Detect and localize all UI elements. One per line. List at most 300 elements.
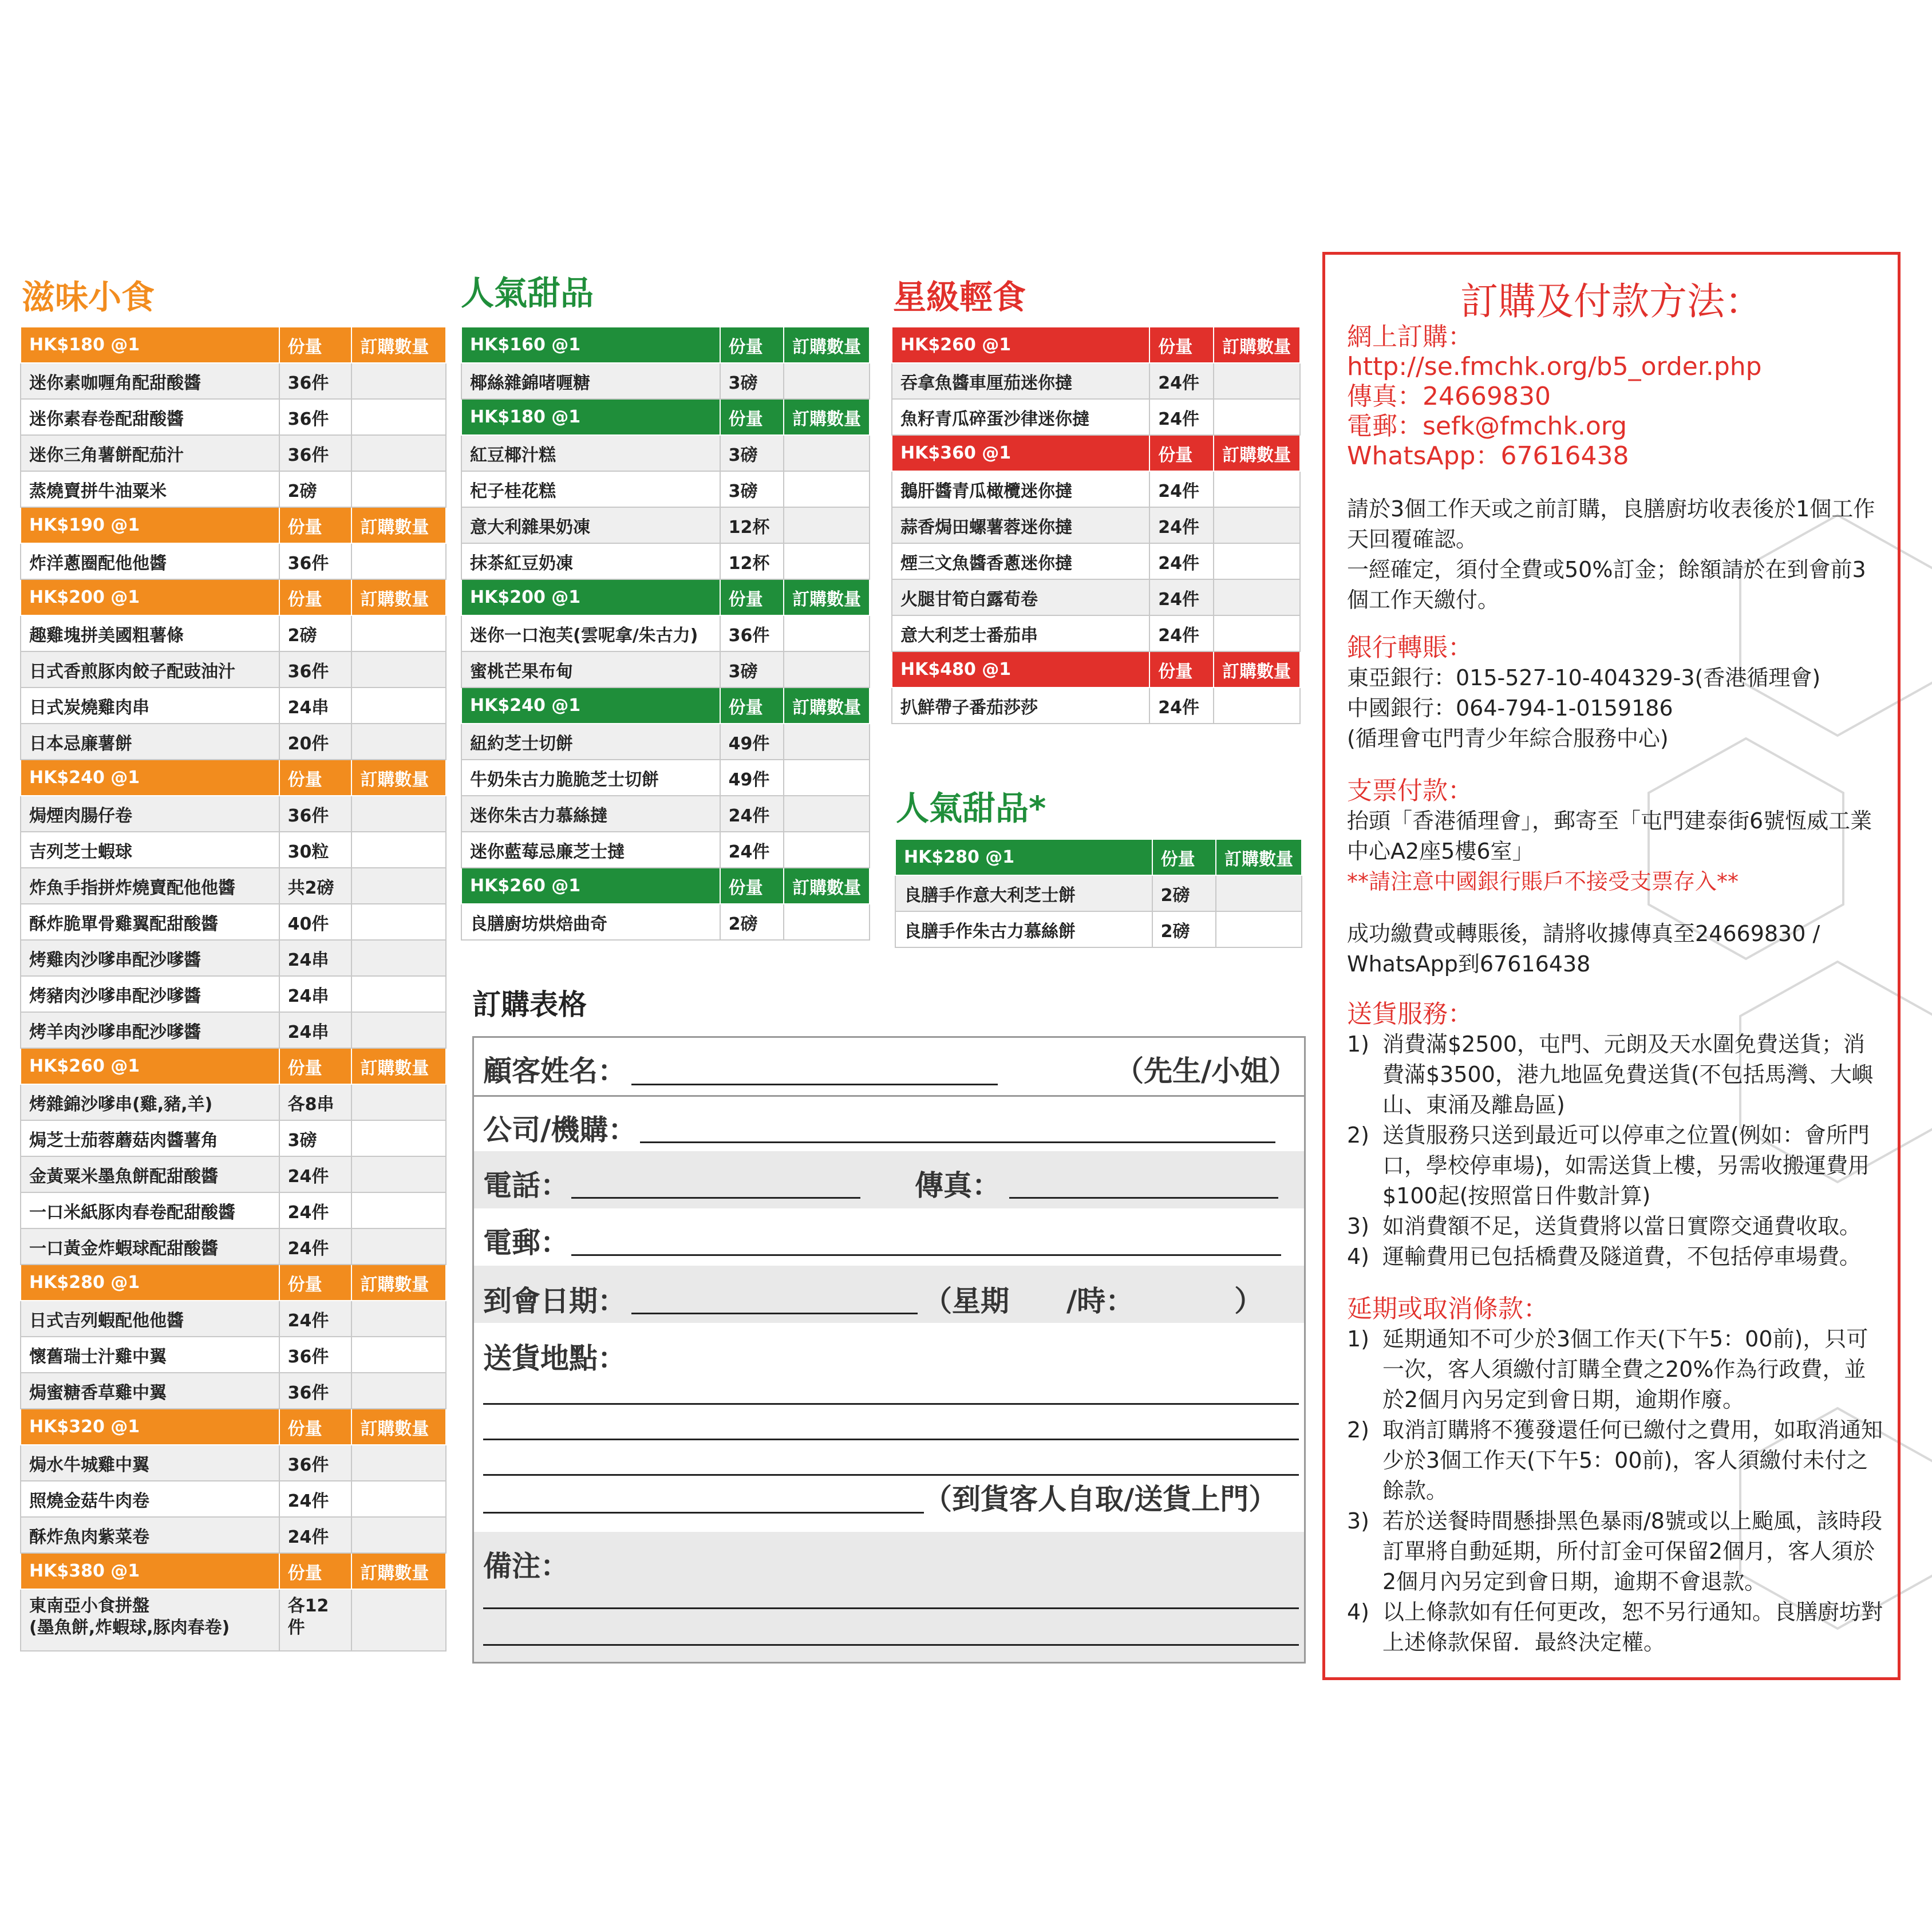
item-text: 運輸費用已包括橋費及隧道費，不包括停車場費。 bbox=[1382, 1244, 1862, 1269]
menu-item-row bbox=[21, 399, 446, 435]
item-name: 良膳廚坊烘焙曲奇 bbox=[461, 904, 720, 940]
qty-column-header: 份量 bbox=[279, 1409, 352, 1445]
qty-column-header: 份量 bbox=[279, 1553, 352, 1589]
menu-item-row bbox=[892, 471, 1300, 507]
item-quantity: 各12件 bbox=[279, 1589, 352, 1651]
order-quantity-input[interactable] bbox=[1214, 363, 1300, 399]
order-column-header: 訂購數量 bbox=[351, 760, 446, 796]
order-quantity-input[interactable] bbox=[351, 1589, 446, 1651]
menu-item-row bbox=[892, 363, 1300, 399]
item-quantity: 24件 bbox=[1149, 399, 1214, 435]
menu-item-row bbox=[461, 507, 870, 543]
price-label: HK$190 @1 bbox=[21, 507, 279, 543]
price-header-row bbox=[461, 868, 870, 904]
notice-text: 請於3個工作天或之前訂購，良膳廚坊收表後於1個工作天回覆確認。 一經確定，須付全費或50%訂金；餘額請於在到會前3個工作天繳付。 bbox=[1347, 496, 1875, 613]
item-name: 迷你一口泡芙(雲呢拿/朱古力) bbox=[461, 615, 720, 651]
item-quantity: 24件 bbox=[279, 1301, 352, 1337]
delivery-list bbox=[1347, 1029, 1885, 1272]
qty-column-header: 份量 bbox=[720, 868, 784, 904]
item-name: 烤雜錦沙嗲串(雞,豬,羊) bbox=[21, 1084, 279, 1120]
order-quantity-input[interactable] bbox=[351, 615, 446, 651]
item-quantity: 36件 bbox=[720, 615, 784, 651]
order-quantity-input[interactable] bbox=[784, 507, 870, 543]
item-quantity: 3磅 bbox=[720, 435, 784, 471]
price-label: HK$260 @1 bbox=[461, 868, 720, 904]
dessert-menu-table bbox=[461, 326, 870, 941]
date-field[interactable] bbox=[631, 1313, 918, 1314]
item-quantity: 24串 bbox=[279, 976, 352, 1012]
item-name: 酥炸魚肉紫菜卷 bbox=[21, 1517, 279, 1553]
terms-list-item bbox=[1347, 1597, 1885, 1658]
order-quantity-input[interactable] bbox=[351, 1012, 446, 1048]
price-label: HK$480 @1 bbox=[892, 651, 1149, 688]
menu-item-row bbox=[21, 1012, 446, 1048]
menu-item-row bbox=[21, 1373, 446, 1409]
qty-column-header: 份量 bbox=[1149, 651, 1214, 688]
item-quantity: 30粒 bbox=[279, 832, 352, 868]
price-header-row bbox=[461, 688, 870, 724]
order-quantity-input[interactable] bbox=[351, 1301, 446, 1337]
fax-field[interactable] bbox=[1009, 1197, 1278, 1199]
item-quantity: 24件 bbox=[1149, 507, 1214, 543]
address-line-1[interactable] bbox=[483, 1403, 1299, 1405]
item-quantity: 24件 bbox=[1149, 615, 1214, 651]
item-quantity: 36件 bbox=[279, 435, 352, 471]
date-label: 到會日期： bbox=[483, 1285, 626, 1318]
item-number: 1) bbox=[1347, 1326, 1370, 1352]
qty-column-header: 份量 bbox=[1149, 435, 1214, 471]
order-quantity-input[interactable] bbox=[1214, 507, 1300, 543]
order-column-header: 訂購數量 bbox=[784, 579, 870, 615]
menu-item-row bbox=[21, 1589, 446, 1651]
price-header-row bbox=[21, 1553, 446, 1589]
item-number: 3) bbox=[1347, 1214, 1370, 1239]
qty-column-header: 份量 bbox=[279, 1048, 352, 1084]
menu-item-row bbox=[21, 1120, 446, 1156]
order-quantity-input[interactable] bbox=[351, 435, 446, 471]
dessert-table bbox=[461, 326, 870, 941]
menu-item-row bbox=[892, 688, 1300, 724]
order-quantity-input[interactable] bbox=[351, 868, 446, 904]
item-quantity: 24件 bbox=[720, 832, 784, 868]
item-name-line: 東南亞小食拼盤 bbox=[29, 1596, 149, 1616]
menu-item-row bbox=[461, 796, 870, 832]
item-name: 焗芝士茄蓉蘑菇肉醬薯角 bbox=[21, 1120, 279, 1156]
order-quantity-input[interactable] bbox=[351, 1373, 446, 1409]
menu-item-row bbox=[21, 976, 446, 1012]
price-label: HK$280 @1 bbox=[21, 1265, 279, 1301]
item-quantity: 24件 bbox=[1149, 688, 1214, 724]
item-quantity: 24件 bbox=[279, 1228, 352, 1265]
online-order-label: 網上訂購： bbox=[1347, 322, 1473, 351]
company-row bbox=[474, 1097, 1304, 1151]
dessert-title: 人氣甜品 bbox=[461, 274, 594, 313]
price-header-row bbox=[892, 435, 1300, 471]
terms-list-item bbox=[1347, 1415, 1885, 1506]
snack-title: 滋味小食 bbox=[22, 278, 155, 317]
order-quantity-input[interactable] bbox=[351, 1228, 446, 1265]
order-form-title: 訂購表格 bbox=[472, 988, 587, 1021]
address-line-4[interactable] bbox=[483, 1512, 924, 1514]
order-quantity-input[interactable] bbox=[784, 760, 870, 796]
qty-column-header: 份量 bbox=[1149, 327, 1214, 363]
order-column-header: 訂購數量 bbox=[784, 688, 870, 724]
qty-column-header: 份量 bbox=[279, 327, 352, 363]
menu-item-row bbox=[21, 471, 446, 507]
menu-item-row bbox=[461, 435, 870, 471]
order-column-header: 訂購數量 bbox=[784, 327, 870, 363]
order-quantity-input[interactable] bbox=[351, 1156, 446, 1192]
item-quantity: 24件 bbox=[1149, 471, 1214, 507]
snack-table bbox=[20, 326, 447, 1652]
item-name: 良膳手作意大利芝士餅 bbox=[895, 875, 1152, 911]
price-header-row bbox=[21, 1265, 446, 1301]
price-header-row bbox=[461, 399, 870, 435]
bank-title: 銀行轉賬： bbox=[1347, 633, 1473, 662]
fax-contact: 傳真：24669830 bbox=[1347, 382, 1551, 411]
order-quantity-input[interactable] bbox=[1216, 911, 1302, 947]
delivery-section bbox=[1347, 999, 1885, 1272]
item-name: 迷你素春卷配甜酸醬 bbox=[21, 399, 279, 435]
item-quantity: 24件 bbox=[279, 1517, 352, 1553]
bank-line-account-name: (循理會屯門青少年綜合服務中心) bbox=[1347, 726, 1669, 751]
bank-line-bea: 東亞銀行：015-527-10-404329-3(香港循理會) bbox=[1347, 665, 1821, 690]
menu-item-row bbox=[21, 1301, 446, 1337]
address-line-2[interactable] bbox=[483, 1439, 1299, 1440]
order-quantity-input[interactable] bbox=[351, 543, 446, 579]
item-quantity: 12杯 bbox=[720, 543, 784, 579]
order-quantity-input[interactable] bbox=[784, 651, 870, 688]
date-row bbox=[474, 1266, 1304, 1323]
qty-column-header: 份量 bbox=[279, 760, 352, 796]
phone-field[interactable] bbox=[571, 1197, 860, 1199]
order-column-header: 訂購數量 bbox=[1214, 327, 1300, 363]
item-name: 金黃粟米墨魚餅配甜酸醬 bbox=[21, 1156, 279, 1192]
cheque-text: 抬頭「香港循理會」，郵寄至「屯門建泰街6號恆威工業中心A2座5樓6室」 bbox=[1347, 808, 1872, 864]
item-name-detail: (墨魚餅,炸蝦球,豚肉春卷) bbox=[29, 1618, 230, 1638]
order-quantity-input[interactable] bbox=[784, 543, 870, 579]
terms-list-item bbox=[1347, 1242, 1885, 1272]
qty-column-header: 份量 bbox=[720, 579, 784, 615]
item-name: 炸洋蔥圈配他他醬 bbox=[21, 543, 279, 579]
item-quantity: 24串 bbox=[279, 688, 352, 724]
item-name: 焗水牛城雞中翼 bbox=[21, 1445, 279, 1481]
menu-item-row bbox=[892, 579, 1300, 615]
price-header-row bbox=[21, 507, 446, 543]
name-suffix: （先生/小姐） bbox=[1115, 1054, 1298, 1088]
price-header-row bbox=[461, 327, 870, 363]
item-name: 蜜桃芒果布甸 bbox=[461, 651, 720, 688]
order-quantity-input[interactable] bbox=[1214, 688, 1300, 724]
menu-item-row bbox=[21, 1337, 446, 1373]
cheque-warning: **請注意中國銀行賬戶不接受支票存入** bbox=[1347, 869, 1739, 894]
receipt-text: 成功繳費或轉賬後，請將收據傳真至24669830 / WhatsApp到67616438 bbox=[1347, 921, 1820, 977]
item-text: 取消訂購將不獲發還任何已繳付之費用，如取消通知少於3個工作天(下午5：00前)，客人須繳付未付之餘款。 bbox=[1382, 1417, 1883, 1503]
order-quantity-input[interactable] bbox=[784, 904, 870, 940]
order-quantity-input[interactable] bbox=[1214, 471, 1300, 507]
item-name: 吉列芝士蝦球 bbox=[21, 832, 279, 868]
item-name: 鵝肝醬青瓜橄欖迷你撻 bbox=[892, 471, 1149, 507]
menu-item-row bbox=[21, 543, 446, 579]
order-column-header: 訂購數量 bbox=[351, 327, 446, 363]
order-quantity-input[interactable] bbox=[1214, 399, 1300, 435]
order-quantity-input[interactable] bbox=[784, 832, 870, 868]
menu-item-row bbox=[21, 940, 446, 976]
order-quantity-input[interactable] bbox=[351, 1445, 446, 1481]
item-quantity: 20件 bbox=[279, 724, 352, 760]
menu-item-row bbox=[461, 471, 870, 507]
item-text: 送貨服務只送到最近可以停車之位置(例如：會所門口，學校停車場)，如需送貨上樓，另需收搬運費用$100起(按照當日件數計算) bbox=[1382, 1123, 1870, 1208]
menu-item-row bbox=[892, 399, 1300, 435]
cheque-title: 支票付款： bbox=[1347, 776, 1473, 805]
menu-item-row bbox=[21, 615, 446, 651]
qty-column-header: 份量 bbox=[720, 688, 784, 724]
order-column-header: 訂購數量 bbox=[351, 1048, 446, 1084]
menu-item-row bbox=[21, 1481, 446, 1517]
order-quantity-input[interactable] bbox=[351, 1517, 446, 1553]
address-suffix: （到貨客人自取/送貨上門） bbox=[923, 1483, 1278, 1516]
menu-item-row bbox=[21, 1192, 446, 1228]
price-header-row bbox=[895, 839, 1302, 875]
menu-item-row bbox=[21, 832, 446, 868]
menu-item-row bbox=[461, 760, 870, 796]
item-quantity: 2磅 bbox=[720, 904, 784, 940]
menu-item-row bbox=[21, 363, 446, 399]
order-quantity-input[interactable] bbox=[784, 724, 870, 760]
order-quantity-input[interactable] bbox=[784, 796, 870, 832]
menu-item-row bbox=[21, 435, 446, 471]
item-name: 迷你素咖喱角配甜酸醬 bbox=[21, 363, 279, 399]
address-line-3[interactable] bbox=[483, 1474, 1299, 1476]
item-quantity: 24件 bbox=[279, 1192, 352, 1228]
dessert2-menu-table bbox=[895, 839, 1302, 948]
remarks-line-1[interactable] bbox=[483, 1607, 1299, 1609]
terms-list-item bbox=[1347, 1506, 1885, 1597]
light-table bbox=[891, 326, 1301, 724]
cheque-section bbox=[1347, 776, 1885, 897]
item-number: 2) bbox=[1347, 1417, 1370, 1443]
item-name: 酥炸脆單骨雞翼配甜酸醬 bbox=[21, 904, 279, 940]
email-contact[interactable]: 電郵：sefk@fmchk.org bbox=[1347, 412, 1627, 441]
order-quantity-input[interactable] bbox=[351, 796, 446, 832]
order-quantity-input[interactable] bbox=[1214, 579, 1300, 615]
order-quantity-input[interactable] bbox=[351, 688, 446, 724]
item-name: 蒸燒賣拼牛油粟米 bbox=[21, 471, 279, 507]
price-header-row bbox=[21, 579, 446, 615]
item-name: 日式炭燒雞肉串 bbox=[21, 688, 279, 724]
email-field[interactable] bbox=[571, 1254, 1281, 1256]
menu-item-row bbox=[21, 796, 446, 832]
item-name: 牛奶朱古力脆脆芝士切餅 bbox=[461, 760, 720, 796]
item-quantity: 36件 bbox=[279, 543, 352, 579]
item-quantity: 24件 bbox=[279, 1156, 352, 1192]
order-quantity-input[interactable] bbox=[1214, 543, 1300, 579]
info-title: 訂購及付款方法： bbox=[1460, 279, 1763, 323]
item-name: 焗煙肉腸仔卷 bbox=[21, 796, 279, 832]
price-label: HK$240 @1 bbox=[21, 760, 279, 796]
order-url-link[interactable]: http://se.fmchk.org/b5_order.php bbox=[1347, 352, 1762, 381]
order-quantity-input[interactable] bbox=[1216, 875, 1302, 911]
item-name: 煙三文魚醬香蔥迷你撻 bbox=[892, 543, 1149, 579]
item-number: 4) bbox=[1347, 1599, 1370, 1625]
order-column-header: 訂購數量 bbox=[1214, 435, 1300, 471]
contact-list bbox=[1347, 322, 1885, 471]
order-column-header: 訂購數量 bbox=[351, 507, 446, 543]
menu-item-row bbox=[892, 543, 1300, 579]
order-quantity-input[interactable] bbox=[351, 471, 446, 507]
order-quantity-input[interactable] bbox=[351, 363, 446, 399]
menu-item-row bbox=[892, 507, 1300, 543]
item-name: 紅豆椰汁糕 bbox=[461, 435, 720, 471]
order-quantity-input[interactable] bbox=[351, 976, 446, 1012]
price-label: HK$240 @1 bbox=[461, 688, 720, 724]
qty-column-header: 份量 bbox=[279, 1265, 352, 1301]
company-label: 公司/機購： bbox=[483, 1113, 637, 1147]
item-name: 焗蜜糖香草雞中翼 bbox=[21, 1373, 279, 1409]
item-name: 良膳手作朱古力慕絲餅 bbox=[895, 911, 1152, 947]
price-label: HK$320 @1 bbox=[21, 1409, 279, 1445]
item-name: 烤豬肉沙嗲串配沙嗲醬 bbox=[21, 976, 279, 1012]
order-quantity-input[interactable] bbox=[351, 1337, 446, 1373]
menu-item-row bbox=[21, 1156, 446, 1192]
item-quantity: 2磅 bbox=[279, 615, 352, 651]
item-name: 迷你朱古力慕絲撻 bbox=[461, 796, 720, 832]
item-text: 延期通知不可少於3個工作天(下午5：00前)，只可一次，客人須繳付訂購全費之20%作為行政費，並於2個月內另定到會日期，逾期作廢。 bbox=[1382, 1326, 1868, 1412]
order-column-header: 訂購數量 bbox=[351, 579, 446, 615]
item-quantity: 49件 bbox=[720, 760, 784, 796]
menu-item-row bbox=[21, 1084, 446, 1120]
cancel-title: 延期或取消條款： bbox=[1347, 1294, 1548, 1323]
order-quantity-input[interactable] bbox=[351, 1481, 446, 1517]
menu-item-row bbox=[21, 1228, 446, 1265]
item-number: 3) bbox=[1347, 1508, 1370, 1534]
price-label: HK$380 @1 bbox=[21, 1553, 279, 1589]
price-label: HK$180 @1 bbox=[21, 327, 279, 363]
item-name: 日本忌廉薯餅 bbox=[21, 724, 279, 760]
order-quantity-input[interactable] bbox=[351, 724, 446, 760]
item-number: 4) bbox=[1347, 1244, 1370, 1269]
name-field[interactable] bbox=[631, 1084, 998, 1085]
price-label: HK$260 @1 bbox=[21, 1048, 279, 1084]
item-name: 意大利雜果奶凍 bbox=[461, 507, 720, 543]
order-quantity-input[interactable] bbox=[351, 904, 446, 940]
item-quantity: 24件 bbox=[1149, 543, 1214, 579]
email-row bbox=[474, 1208, 1304, 1266]
bank-line-boc: 中國銀行：064-794-1-0159186 bbox=[1347, 696, 1673, 721]
menu-item-row bbox=[461, 724, 870, 760]
item-name: 吞拿魚醬車厘茄迷你撻 bbox=[892, 363, 1149, 399]
address-label: 送貨地點： bbox=[483, 1342, 626, 1375]
price-label: HK$280 @1 bbox=[895, 839, 1152, 875]
order-quantity-input[interactable] bbox=[784, 435, 870, 471]
item-name: 懷舊瑞士汁雞中翼 bbox=[21, 1337, 279, 1373]
order-column-header: 訂購數量 bbox=[784, 399, 870, 435]
item-quantity: 3磅 bbox=[720, 471, 784, 507]
terms-list-item bbox=[1347, 1211, 1885, 1242]
price-header-row bbox=[21, 327, 446, 363]
price-label: HK$200 @1 bbox=[21, 579, 279, 615]
order-quantity-input[interactable] bbox=[784, 363, 870, 399]
item-name: 椰絲雜錦啫喱糖 bbox=[461, 363, 720, 399]
menu-item-row bbox=[895, 875, 1302, 911]
qty-column-header: 份量 bbox=[279, 507, 352, 543]
date-suffix: （星期 /時： ） bbox=[923, 1285, 1263, 1318]
menu-item-row bbox=[892, 615, 1300, 651]
item-quantity: 24串 bbox=[279, 940, 352, 976]
price-label: HK$180 @1 bbox=[461, 399, 720, 435]
item-name: 趣雞塊拼美國粗薯條 bbox=[21, 615, 279, 651]
order-form bbox=[472, 1036, 1306, 1664]
order-quantity-input[interactable] bbox=[351, 1192, 446, 1228]
item-quantity: 36件 bbox=[279, 651, 352, 688]
menu-item-row bbox=[461, 651, 870, 688]
item-quantity: 3磅 bbox=[720, 363, 784, 399]
item-quantity: 24件 bbox=[1149, 363, 1214, 399]
remarks-line-2[interactable] bbox=[483, 1644, 1299, 1646]
order-quantity-input[interactable] bbox=[351, 1084, 446, 1120]
qty-column-header: 份量 bbox=[279, 579, 352, 615]
terms-list-item bbox=[1347, 1029, 1885, 1120]
item-quantity: 36件 bbox=[279, 399, 352, 435]
item-quantity: 24件 bbox=[1149, 579, 1214, 615]
item-quantity: 2磅 bbox=[1152, 875, 1216, 911]
order-quantity-input[interactable] bbox=[784, 471, 870, 507]
item-name: 照燒金菇牛肉卷 bbox=[21, 1481, 279, 1517]
whatsapp-contact: WhatsApp：67616438 bbox=[1347, 441, 1629, 471]
terms-list-item bbox=[1347, 1324, 1885, 1415]
price-label: HK$200 @1 bbox=[461, 579, 720, 615]
item-quantity: 36件 bbox=[279, 796, 352, 832]
light-menu-table bbox=[891, 326, 1301, 724]
item-quantity: 共2磅 bbox=[279, 868, 352, 904]
item-name: 日式吉列蝦配他他醬 bbox=[21, 1301, 279, 1337]
bank-section bbox=[1347, 633, 1885, 754]
menu-item-row bbox=[21, 1445, 446, 1481]
item-name: 意大利芝士番茄串 bbox=[892, 615, 1149, 651]
order-column-header: 訂購數量 bbox=[351, 1409, 446, 1445]
price-label: HK$360 @1 bbox=[892, 435, 1149, 471]
qty-column-header: 份量 bbox=[1152, 839, 1216, 875]
order-quantity-input[interactable] bbox=[351, 651, 446, 688]
menu-item-row bbox=[461, 615, 870, 651]
item-name: 杞子桂花糕 bbox=[461, 471, 720, 507]
phone-label: 電話： bbox=[483, 1169, 569, 1202]
order-payment-info-box bbox=[1322, 252, 1901, 1680]
dessert2-table bbox=[895, 839, 1302, 948]
menu-item-row bbox=[461, 363, 870, 399]
order-quantity-input[interactable] bbox=[351, 832, 446, 868]
snack-menu-table bbox=[20, 326, 447, 1652]
order-quantity-input[interactable] bbox=[351, 940, 446, 976]
item-quantity: 3磅 bbox=[279, 1120, 352, 1156]
company-field[interactable] bbox=[640, 1141, 1275, 1143]
item-name: 魚籽青瓜碎蛋沙律迷你撻 bbox=[892, 399, 1149, 435]
menu-item-row bbox=[21, 651, 446, 688]
item-quantity: 24串 bbox=[279, 1012, 352, 1048]
item-quantity: 36件 bbox=[279, 1373, 352, 1409]
order-quantity-input[interactable] bbox=[351, 399, 446, 435]
order-quantity-input[interactable] bbox=[1214, 615, 1300, 651]
item-quantity: 3磅 bbox=[720, 651, 784, 688]
item-name: 烤雞肉沙嗲串配沙嗲醬 bbox=[21, 940, 279, 976]
order-column-header: 訂購數量 bbox=[351, 1553, 446, 1589]
item-quantity: 49件 bbox=[720, 724, 784, 760]
order-quantity-input[interactable] bbox=[784, 615, 870, 651]
cancel-section bbox=[1347, 1294, 1885, 1658]
name-label: 顧客姓名： bbox=[483, 1054, 626, 1088]
order-quantity-input[interactable] bbox=[351, 1120, 446, 1156]
menu-item-row bbox=[21, 904, 446, 940]
